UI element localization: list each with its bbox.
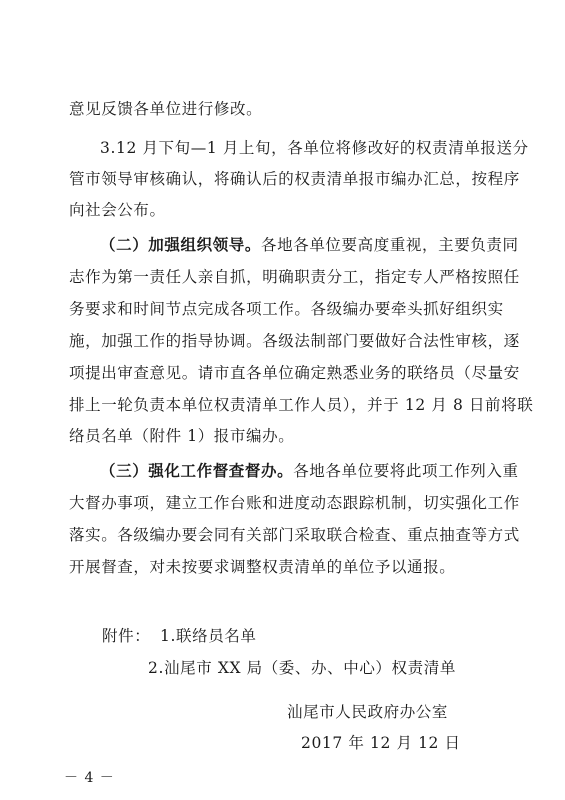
- signature-organization: 汕尾市人民政府办公室: [287, 703, 449, 721]
- paragraph-line: 管市领导审核确认，将确认后的权责清单报市编办汇总，按程序: [69, 170, 520, 188]
- paragraph-line: 向社会公布。: [69, 201, 166, 219]
- paragraph-line: 务要求和时间节点完成各项工作。各级编办要牵头抓好组织实: [69, 300, 504, 318]
- paragraph-line: 开展督查，对未按要求调整权责清单的单位予以通报。: [69, 558, 456, 576]
- paragraph-line: 施，加强工作的指导协调。各级法制部门要做好合法性审核，逐: [69, 332, 520, 350]
- attachment-item: 2.汕尾市 XX 局（委、办、中心）权责清单: [148, 659, 456, 677]
- paragraph-text: 各地各单位要将此项工作列入重: [293, 462, 519, 480]
- paragraph-line: [100, 233, 519, 257]
- attachment-item: 1.联络员名单: [160, 627, 257, 645]
- page-number: － 4 －: [64, 770, 115, 786]
- paragraph-line: 大督办事项，建立工作台账和进度动态跟踪机制，切实强化工作: [69, 494, 520, 512]
- paragraph-line: 志作为第一责任人亲自抓，明确职责分工，指定专人严格按照任: [69, 268, 520, 286]
- paragraph-line: 意见反馈各单位进行修改。: [69, 100, 263, 118]
- paragraph-text: 各地各单位要高度重视，主要负责同: [261, 236, 519, 254]
- attachments-label: 附件：: [102, 627, 151, 645]
- paragraph-line: 排上一轮负责本单位权责清单工作人员），并于 12 月 8 日前将联: [69, 396, 534, 414]
- section-heading: （二）加强组织领导。: [100, 235, 262, 254]
- paragraph-line: 项提出审查意见。请市直各单位确定熟悉业务的联络员（尽量安: [69, 364, 520, 382]
- signature-date: 2017 年 12 月 12 日: [301, 734, 461, 752]
- paragraph-line: 3.12 月下旬—1 月上旬，各单位将修改好的权责清单报送分: [100, 139, 529, 157]
- paragraph-line: [100, 459, 519, 483]
- section-heading: （三）强化工作督查督办。: [100, 461, 294, 480]
- paragraph-line: 络员名单（附件 1）报市编办。: [69, 427, 295, 445]
- paragraph-line: 落实。各级编办要会同有关部门采取联合检查、重点抽查等方式: [69, 526, 520, 544]
